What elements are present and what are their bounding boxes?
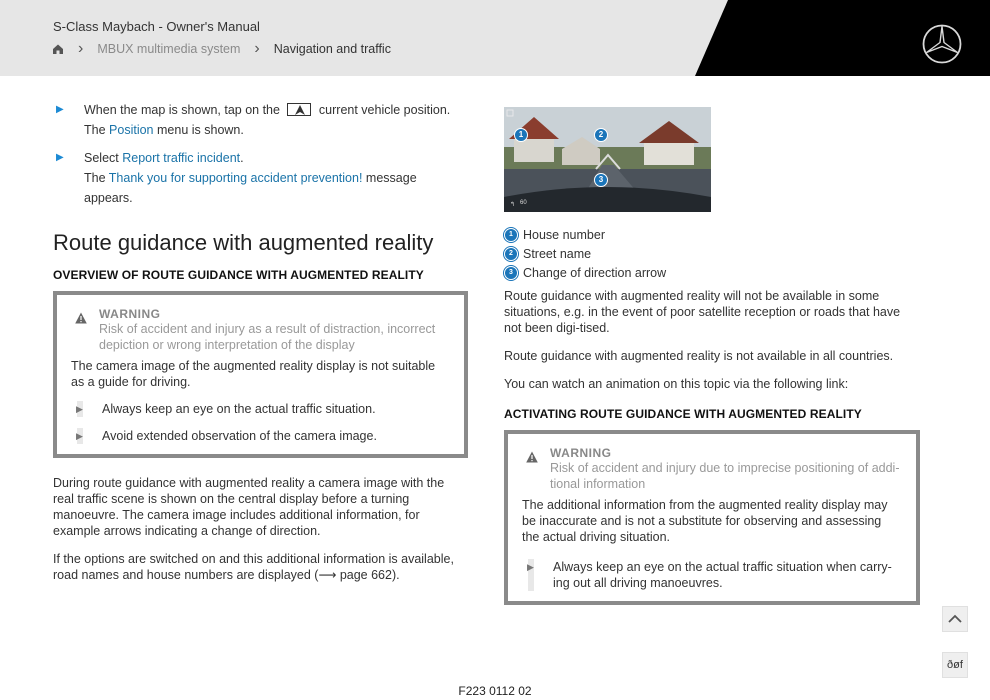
legend-number: 3: [505, 267, 517, 279]
breadcrumb-current: Navigation and traffic: [273, 42, 391, 56]
body-paragraph: You can watch an animation on this topic via the following link:: [504, 377, 849, 391]
legend-item: [504, 226, 920, 245]
step-text: .: [240, 151, 244, 165]
page-code: F223 0112 02: [458, 684, 532, 698]
current-position-icon: [287, 103, 311, 116]
right-column: [504, 100, 920, 605]
thank-you-message-link[interactable]: Thank you for supporting accident prevention!: [108, 171, 363, 185]
warning-step: [71, 428, 450, 444]
step-text: The: [84, 123, 106, 137]
left-column: [53, 100, 468, 583]
position-menu-link[interactable]: Position: [109, 123, 154, 137]
step-text: message appears.: [84, 171, 417, 205]
page-header: [0, 0, 990, 76]
legend-item: [504, 264, 920, 283]
warning-step: [71, 401, 450, 417]
step-arrow-icon: ▶: [56, 104, 64, 115]
step-arrow-icon: ▶: [76, 404, 83, 414]
warning-box: [53, 291, 468, 458]
camera-image: [504, 107, 711, 212]
chevron-right-icon: ›: [78, 40, 84, 57]
body-paragraph: Route guidance with augmented reality is not available in all countries.: [504, 349, 894, 363]
step-arrow-icon: ▶: [527, 562, 534, 572]
warning-body: The additional information from the augmented reality display may be inaccurate and is not a substitute for observing and assessing the actual driving situation.: [522, 498, 888, 544]
step-text: When the map is shown, tap on the: [84, 103, 280, 117]
body-paragraph: Route guidance with augmented reality will not be available in some situations, e.g. in the event of poor satellite reception or roads that have not been digi-tised.: [504, 289, 901, 335]
legend-item: [504, 245, 920, 264]
step-text: current vehicle position.: [318, 103, 451, 117]
warning-subtitle: Risk of accident and injury due to imprecise positioning of addi-tional information: [550, 461, 900, 491]
step-item: [53, 100, 468, 140]
overview-heading: OVERVIEW OF ROUTE GUIDANCE WITH AUGMENTED REALITY: [53, 268, 424, 282]
warning-triangle-icon: [75, 311, 87, 323]
activating-heading: ACTIVATING ROUTE GUIDANCE WITH AUGMENTED REALITY: [504, 407, 862, 421]
chevron-up-icon: [943, 607, 967, 631]
legend-label: Change of direction arrow: [523, 266, 667, 280]
callout-marker: 3: [594, 173, 608, 187]
legend-number: 2: [505, 248, 517, 260]
manual-title: S-Class Maybach - Owner's Manual: [53, 19, 260, 34]
report-traffic-incident-link[interactable]: Report traffic incident: [122, 151, 241, 165]
callout-marker: 2: [594, 128, 608, 142]
chevron-right-icon: ›: [254, 40, 260, 57]
speed-label: 60: [520, 200, 527, 206]
warning-step-text: Always keep an eye on the actual traffic situation when carry-ing out all driving manoeuvres.: [553, 560, 892, 590]
image-legend: [504, 226, 920, 283]
step-item: [53, 148, 468, 208]
warning-step: [522, 559, 902, 591]
warning-body: The camera image of the augmented reality display is not suitable as a guide for driving.: [71, 359, 436, 389]
scroll-to-top-button[interactable]: [942, 606, 968, 632]
body-paragraph: During route guidance with augmented reality a camera image with the real traffic scene is shown on the central display before a turning manoeuvre. The camera image includes additional information, for example arrows indicating a change of direction.: [53, 476, 445, 538]
warning-title: WARNING: [550, 446, 612, 460]
legend-label: Street name: [523, 247, 592, 261]
step-text: The: [84, 171, 106, 185]
step-arrow-icon: ▶: [76, 431, 83, 441]
warning-step-text: Always keep an eye on the actual traffic situation.: [102, 402, 376, 416]
warning-box: [504, 430, 920, 605]
home-icon[interactable]: [52, 43, 64, 55]
callout-marker: 1: [514, 128, 528, 142]
warning-subtitle: Risk of accident and injury as a result of distraction, incorrect depiction or wrong interpretation of the display: [99, 322, 436, 352]
legend-number: 1: [505, 229, 517, 241]
mercedes-star-icon[interactable]: [921, 23, 963, 65]
step-text: Select: [84, 151, 119, 165]
breadcrumb-section[interactable]: MBUX multimedia system: [97, 42, 241, 56]
warning-title: WARNING: [99, 307, 161, 321]
breadcrumb: [52, 42, 391, 56]
svg-text:↰: ↰: [510, 201, 516, 208]
section-title: Route guidance with augmented reality: [53, 230, 434, 255]
body-paragraph: If the options are switched on and this additional information is available, road names and house numbers are displayed (⟶ page 662).: [53, 552, 454, 582]
manual-tool-button[interactable]: ðøf: [942, 652, 968, 678]
warning-triangle-icon: [526, 450, 538, 462]
warning-header: [522, 446, 902, 492]
step-arrow-icon: ▶: [56, 152, 64, 163]
step-text: menu is shown.: [157, 123, 244, 137]
legend-label: House number: [523, 228, 605, 242]
warning-step-text: Avoid extended observation of the camera image.: [102, 429, 377, 443]
warning-header: [71, 307, 450, 353]
